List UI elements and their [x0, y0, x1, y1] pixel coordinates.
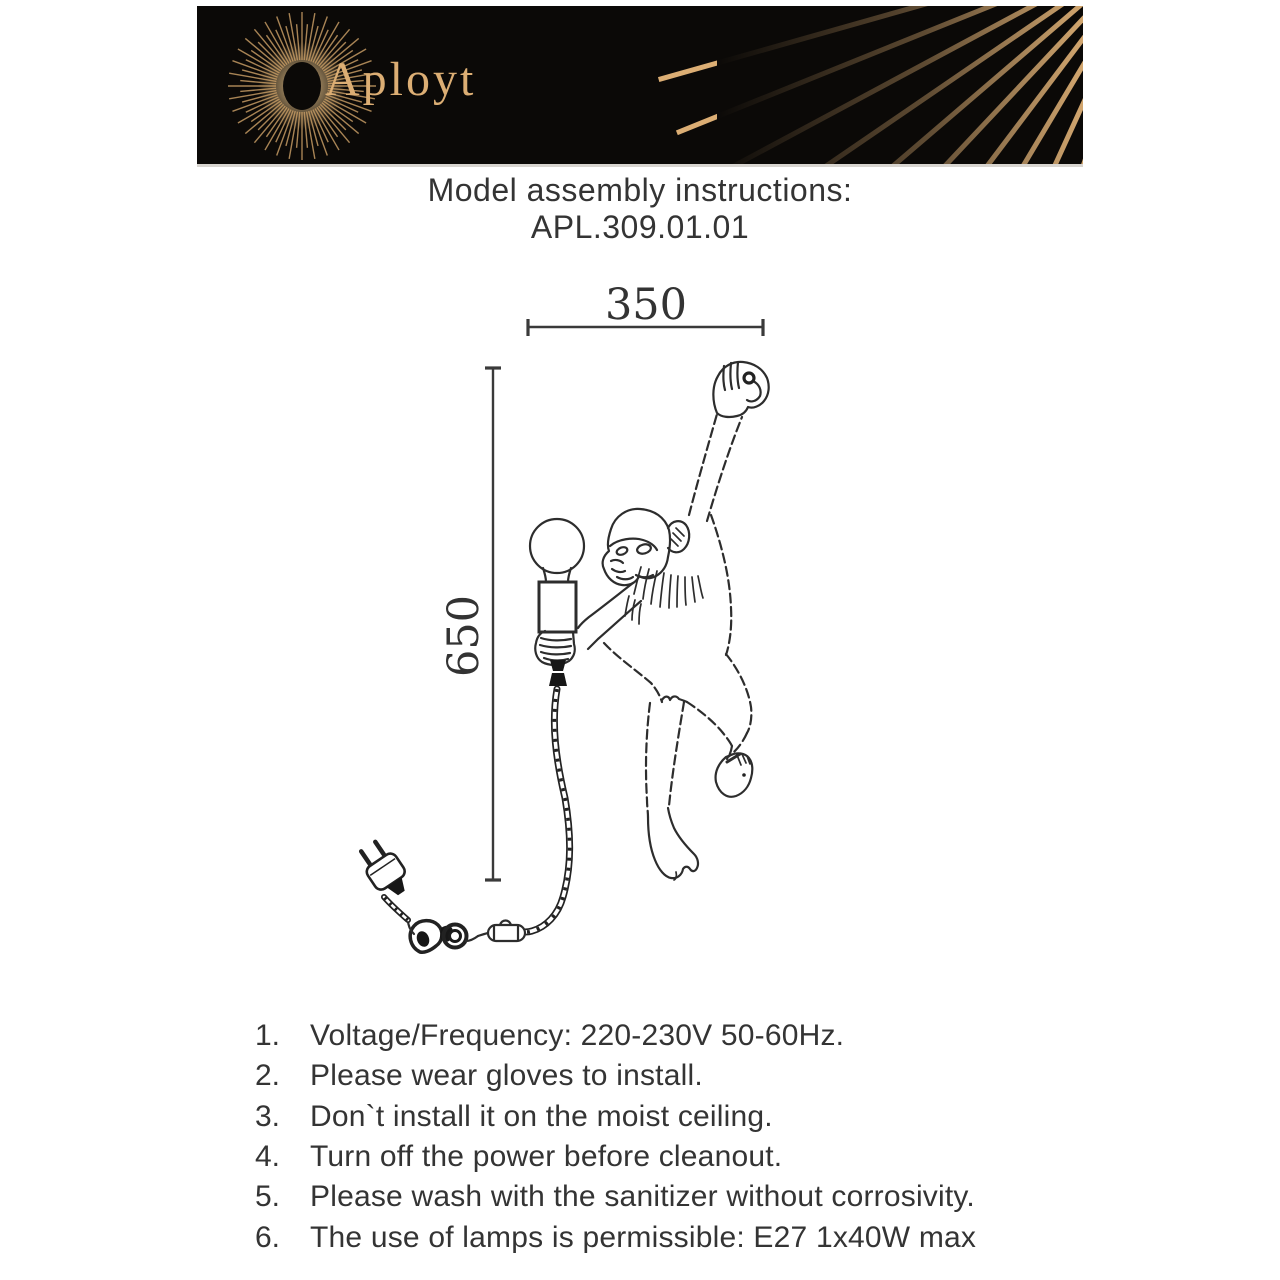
dimension-height [439, 368, 501, 880]
item-number: 6. [255, 1220, 281, 1254]
power-plug-icon [355, 837, 415, 903]
item-number: 4. [255, 1140, 281, 1174]
item-text: Turn off the power before cleanout. [310, 1140, 783, 1174]
instruction-list [255, 1016, 1095, 1258]
instruction-item-3 [255, 1097, 1095, 1137]
item-text: The use of lamps is permissible: E27 1x40W max [310, 1220, 977, 1254]
lamp-bulb-assembly [530, 519, 584, 686]
item-number: 2. [255, 1059, 281, 1093]
item-number: 3. [255, 1099, 281, 1133]
item-number: 5. [255, 1180, 281, 1214]
height-label: 650 [439, 594, 489, 678]
instruction-item-1 [255, 1016, 1095, 1056]
item-text: Please wear gloves to install. [310, 1059, 703, 1093]
model-number: APL.309.01.01 [530, 209, 750, 245]
instruction-item-2 [255, 1056, 1095, 1096]
inline-switch [478, 921, 525, 942]
dimension-width [528, 280, 763, 336]
instruction-item-6 [255, 1217, 1095, 1257]
instruction-item-5 [255, 1177, 1095, 1217]
cord-knot [408, 920, 478, 952]
plug-cord [384, 897, 408, 920]
monkey-figure [578, 362, 769, 880]
item-number: 1. [255, 1019, 281, 1053]
item-text: Please wash with the sanitizer without corrosivity. [310, 1180, 975, 1214]
power-cord [525, 689, 570, 932]
instruction-item-4 [255, 1137, 1095, 1177]
width-label: 350 [604, 280, 688, 330]
item-text: Don`t install it on the moist ceiling. [310, 1099, 773, 1133]
page-title: Model assembly instructions: [427, 172, 853, 208]
item-text: Voltage/Frequency: 220-230V 50-60Hz. [310, 1019, 845, 1053]
brand-logo-text: Aployt [325, 53, 477, 106]
